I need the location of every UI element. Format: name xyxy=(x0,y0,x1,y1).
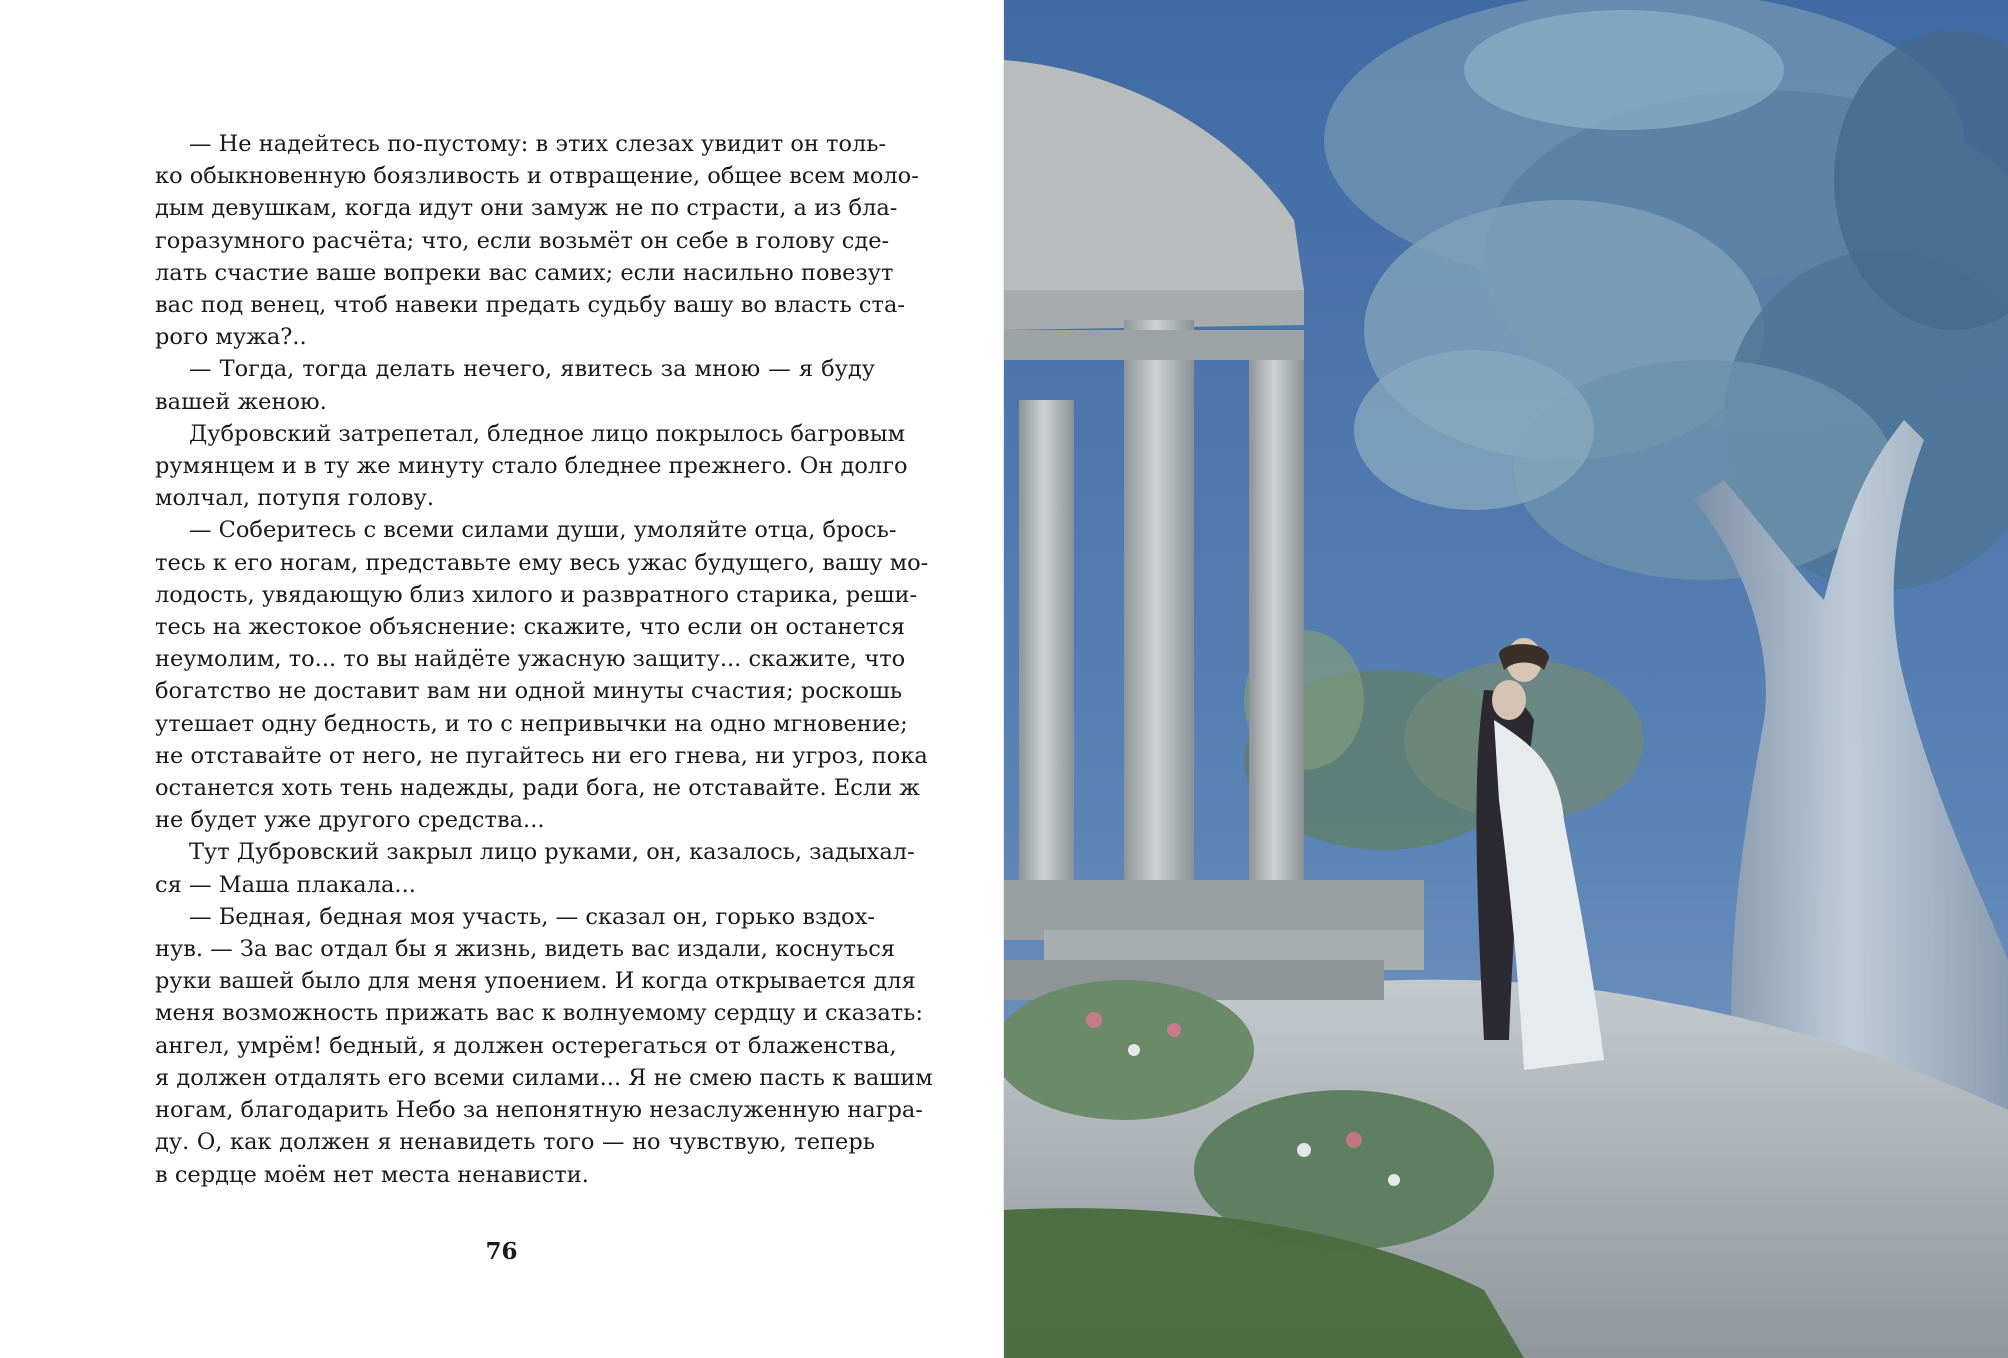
tree-foliage xyxy=(1324,0,2008,590)
text-line: горазумного расчёта; что, если возьмёт он себе в голову сде- xyxy=(155,227,890,254)
text-line: ся — Маша плакала... xyxy=(155,871,416,898)
text-line: останется хоть тень надежды, ради бога, не отставайте. Если ж xyxy=(155,775,920,802)
text-line: не отставайте от него, не пугайтесь ни его гнева, ни угроз, пока xyxy=(155,742,928,769)
text-line: ногам, благодарить Небо за непонятную незаслуженную награ- xyxy=(155,1097,923,1124)
left-page xyxy=(0,0,1003,1358)
text-line: вашей женою. xyxy=(155,388,327,415)
text-line: Тут Дубровский закрыл лицо руками, он, казалось, задыхал- xyxy=(189,839,915,866)
text-line: — Не надейтесь по-пустому: в этих слезах увидит он толь- xyxy=(189,131,887,157)
text-line: неумолим, то... то вы найдёте ужасную защиту... скажите, что xyxy=(155,646,906,673)
text-line: утешает одну бедность, и то с непривычки на одно мгновение; xyxy=(155,710,908,737)
page-number: 76 xyxy=(485,1238,518,1265)
text-line: лодость, увядающую близ хилого и развратного старика, реши- xyxy=(155,581,918,608)
text-line: не будет уже другого средства... xyxy=(155,807,545,834)
illustration-page xyxy=(1004,0,2008,1358)
text-line: руки вашей было для меня упоением. И когда открывается для xyxy=(155,968,916,995)
text-line: — Бедная, бедная моя участь, — сказал он, горько вздох- xyxy=(189,903,875,930)
text-line: ко обыкновенную боязливость и отвращение, общее всем моло- xyxy=(155,163,919,190)
text-line: — Соберитесь с всеми силами души, умоляйте отца, брось- xyxy=(189,517,897,544)
text-line: тесь на жестокое объяснение: скажите, что если он останется xyxy=(155,614,906,641)
text-line: рого мужа?.. xyxy=(155,324,307,351)
text-line: меня возможность прижать вас к волнуемому сердцу и сказать: xyxy=(155,1000,924,1027)
text-line: я должен отдалять его всеми силами... Я не смею пасть к вашим xyxy=(155,1064,933,1091)
text-line: в сердце моём нет места ненависти. xyxy=(155,1161,589,1188)
text-line: ду. О, как должен я ненавидеть того — но чувствую, теперь xyxy=(155,1129,875,1156)
text-line: дым девушкам, когда идут они замуж не по страсти, а из бла- xyxy=(155,195,898,222)
text-line: — Тогда, тогда делать нечего, явитесь за мною — я буду xyxy=(189,356,875,383)
watercolor-illustration xyxy=(1004,0,2008,1358)
text-line: молчал, потупя голову. xyxy=(155,485,435,512)
text-line: вас под венец, чтоб навеки предать судьбу вашу во власть ста- xyxy=(155,292,905,319)
text-line: тесь к его ногам, представьте ему весь ужас будущего, вашу мо- xyxy=(155,549,929,576)
text-line: румянцем и в ту же минуту стало бледнее прежнего. Он долго xyxy=(155,453,908,480)
text-line: лать счастие ваше вопреки вас самих; если насильно повезут xyxy=(155,259,894,286)
text-line: Дубровский затрепетал, бледное лицо покрылось багровым xyxy=(189,420,906,447)
text-line: богатство не доставит вам ни одной минуты счастия; роскошь xyxy=(155,678,903,705)
text-column xyxy=(155,128,933,1191)
text-line: нув. — За вас отдал бы я жизнь, видеть вас издали, коснуться xyxy=(155,936,896,963)
text-line: ангел, умрём! бедный, я должен остерегаться от блаженства, xyxy=(155,1032,897,1059)
